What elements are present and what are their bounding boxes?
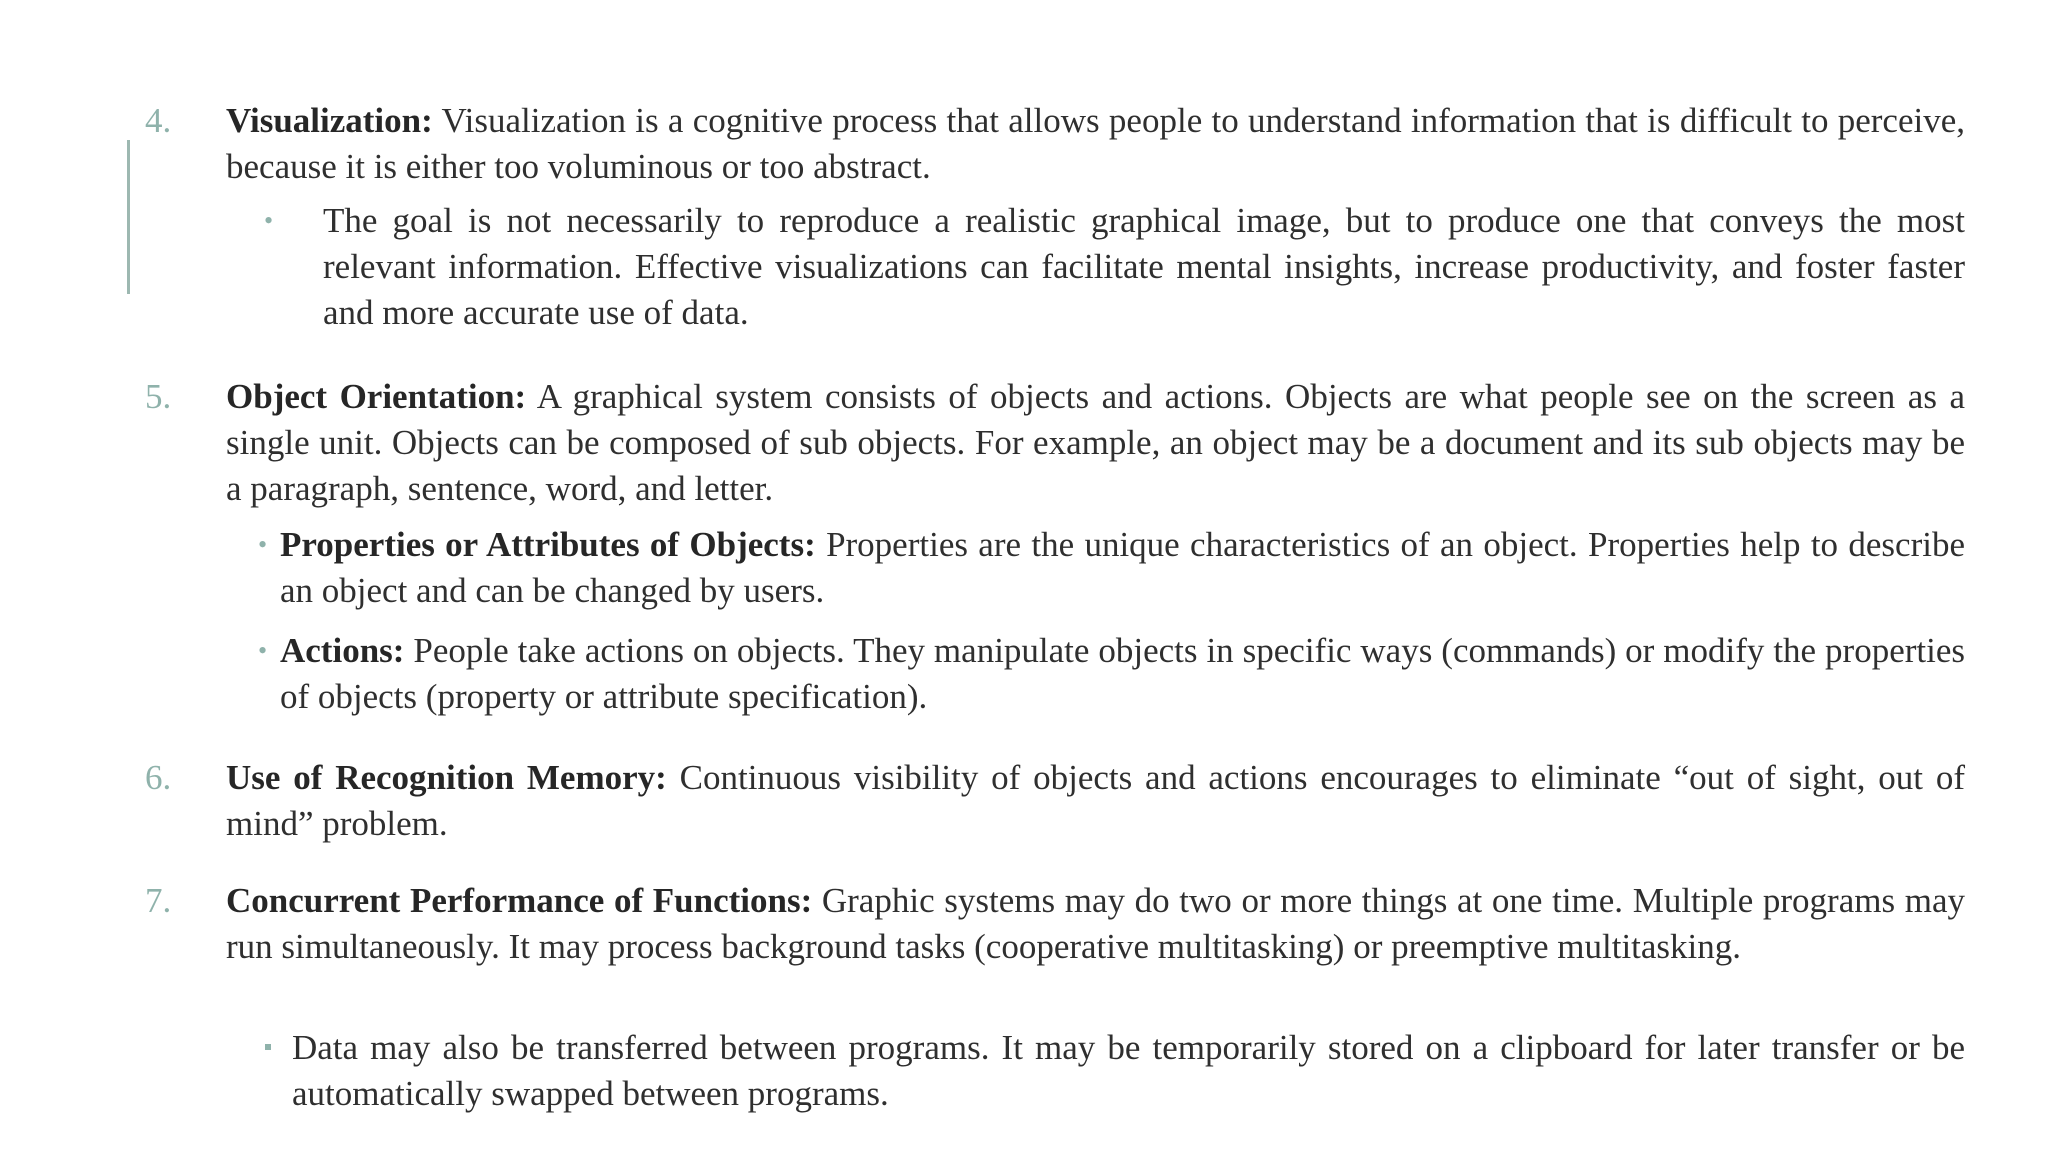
- accent-bar: [127, 140, 130, 294]
- sub-item-visualization-goal: [323, 198, 1965, 336]
- item-paragraph: [226, 755, 1965, 847]
- item-term: Concurrent Performance of Functions:: [226, 881, 813, 920]
- item-number: 4.: [145, 101, 172, 140]
- item-number: 7.: [145, 881, 172, 920]
- item-text: A graphical system consists of objects and actions. Objects are what people see on the screen as a single unit. Objects can be composed of sub objects. For example, an object may be a document and its sub objects may be a paragraph, sentence, word, and letter.: [226, 377, 1965, 508]
- item-text: Graphic systems may do two or more things at one time. Multiple programs may run simultaneously. It may process background tasks (cooperative multitasking) or preemptive multitasking.: [226, 881, 1965, 966]
- sub-item-actions: [280, 628, 1965, 720]
- item-term: Visualization:: [226, 101, 433, 140]
- bullet-dot-icon: •: [258, 530, 268, 559]
- sub-item-text: The goal is not necessarily to reproduce a realistic graphical image, but to produce one that conveys the most relevant information. Effective visualizations can facilitate mental insights, increase productivity, and foster faster and more accurate use of data.: [323, 201, 1965, 332]
- item-paragraph: [226, 374, 1965, 512]
- item-text: Visualization is a cognitive process that allows people to understand information that is difficult to perceive, because it is either too voluminous or too abstract.: [226, 101, 1965, 186]
- bullet-dot-icon: •: [264, 206, 274, 235]
- sub-item-text: Properties are the unique characteristics of an object. Properties help to describe an object and can be changed by users.: [280, 525, 1965, 610]
- sub-item-properties: [280, 522, 1965, 614]
- sub-item-data-transfer: [292, 1025, 1965, 1117]
- item-number: 6.: [145, 758, 172, 797]
- sub-item-text: People take actions on objects. They manipulate objects in specific ways (commands) or modify the properties of objects (property or attribute specification).: [280, 631, 1965, 716]
- sub-item-term: Properties or Attributes of Objects:: [280, 525, 816, 564]
- item-number: 5.: [145, 377, 172, 416]
- item-paragraph: [226, 878, 1965, 970]
- sub-item-text: Data may also be transferred between programs. It may be temporarily stored on a clipboard for later transfer or be automatically swapped between programs.: [292, 1028, 1965, 1113]
- sub-item-term: Actions:: [280, 631, 405, 670]
- item-paragraph: [226, 98, 1965, 190]
- item-term: Use of Recognition Memory:: [226, 758, 667, 797]
- item-term: Object Orientation:: [226, 377, 527, 416]
- item-text: Continuous visibility of objects and actions encourages to eliminate “out of sight, out of mind” problem.: [226, 758, 1965, 843]
- square-bullet-icon: [265, 1044, 271, 1050]
- bullet-dot-icon: •: [258, 636, 268, 665]
